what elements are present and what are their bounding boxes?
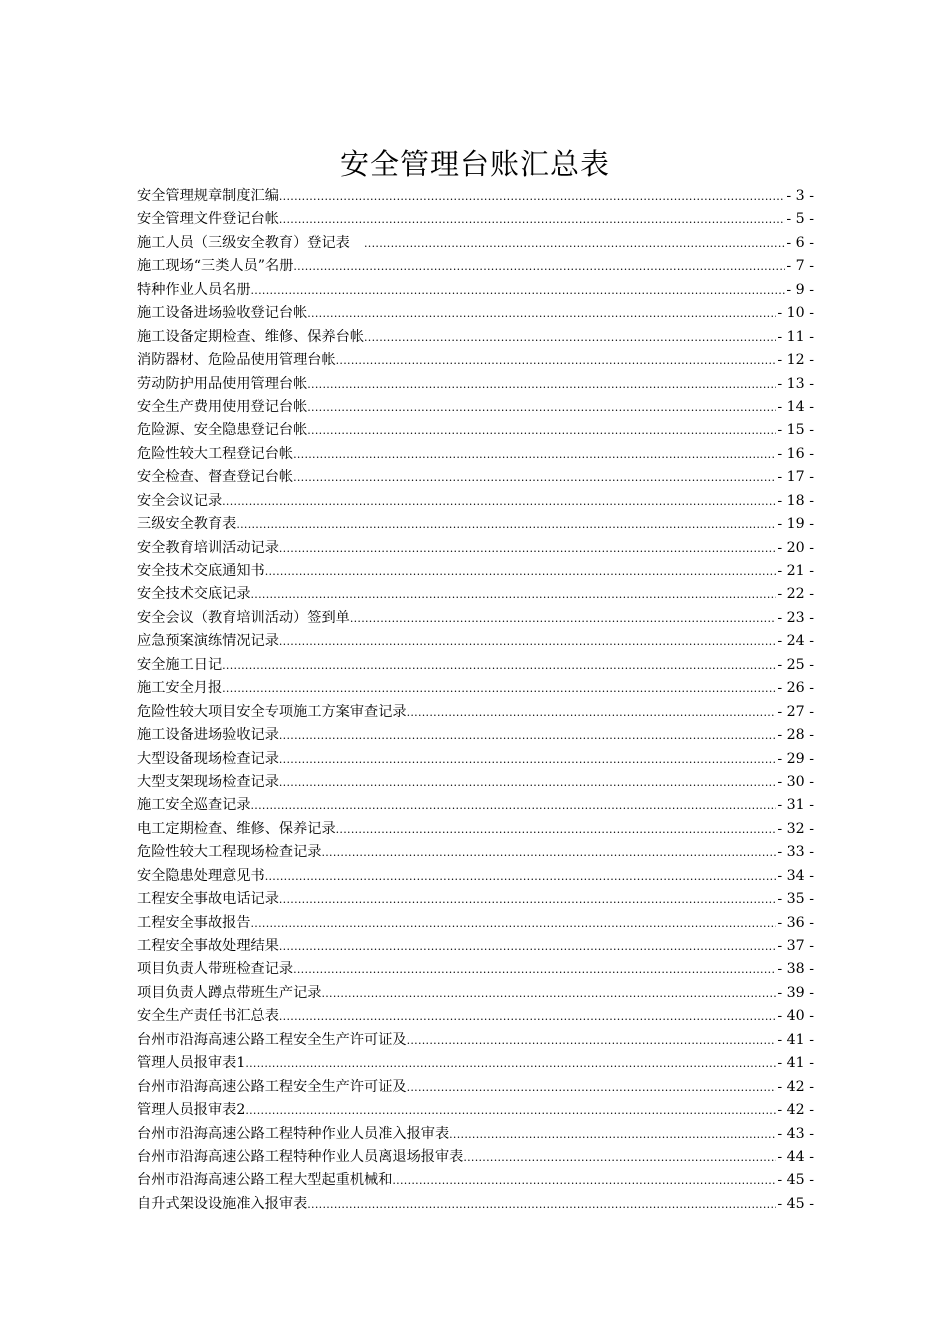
toc-dot-leader xyxy=(350,607,777,630)
toc-entry-page-number: - 7 - xyxy=(786,258,814,275)
toc-dot-leader xyxy=(407,1076,777,1099)
toc-entry-title: 危险源、安全隐患登记台帐 xyxy=(137,422,308,439)
toc-dot-leader xyxy=(236,513,776,536)
toc-dot-leader xyxy=(321,982,776,1005)
toc-dot-leader xyxy=(293,466,776,489)
toc-dot-leader xyxy=(293,443,776,466)
toc-entry-page-number: - 31 - xyxy=(777,797,814,814)
toc-entry-title: 施工设备定期检查、维修、保养台帐 xyxy=(137,328,365,345)
toc-entry-page-number: - 45 - xyxy=(777,1172,814,1189)
toc-entry-title: 施工人员（三级安全教育）登记表 xyxy=(137,234,365,251)
toc-dot-leader xyxy=(279,1005,776,1028)
toc-entry-title: 施工设备进场验收记录 xyxy=(137,727,279,744)
toc-entry-page-number: - 39 - xyxy=(777,984,814,1001)
toc-entry-title: 台州市沿海高速公路工程大型起重机械和 xyxy=(137,1172,393,1189)
toc-entry-title: 特种作业人员名册 xyxy=(137,281,251,298)
toc-entry-title: 自升式架设设施准入报审表 xyxy=(137,1195,308,1212)
toc-entry-title: 台州市沿海高速公路工程安全生产许可证及 xyxy=(137,1078,407,1095)
toc-dot-leader xyxy=(222,654,776,677)
toc-entry-page-number: - 17 - xyxy=(777,469,814,486)
toc-entry-title: 安全检查、督查登记台帐 xyxy=(137,469,294,486)
toc-entry-page-number: - 29 - xyxy=(777,750,814,767)
toc-entry[interactable] xyxy=(137,279,814,302)
toc-entry[interactable] xyxy=(137,537,814,560)
toc-dot-leader xyxy=(251,912,777,935)
toc-dot-leader xyxy=(222,490,776,513)
toc-entry[interactable] xyxy=(137,208,814,231)
toc-entry-title: 安全技术交底记录 xyxy=(137,586,251,603)
toc-entry-title: 三级安全教育表 xyxy=(137,516,237,533)
toc-entry-title: 安全教育培训活动记录 xyxy=(137,539,279,556)
toc-entry-page-number: - 42 - xyxy=(777,1078,814,1095)
toc-entry-title: 安全技术交底通知书 xyxy=(137,563,265,579)
toc-entry[interactable] xyxy=(137,560,814,583)
toc-dot-leader xyxy=(364,326,776,349)
toc-entry[interactable] xyxy=(137,490,814,513)
toc-dot-leader xyxy=(407,1029,777,1052)
toc-dot-leader xyxy=(307,396,776,419)
toc-entry[interactable] xyxy=(137,1029,814,1052)
toc-dot-leader xyxy=(392,1169,776,1192)
toc-entry-page-number: - 38 - xyxy=(777,961,814,978)
toc-entry[interactable] xyxy=(137,935,814,958)
toc-dot-leader xyxy=(265,560,777,583)
toc-entry-page-number: - 12 - xyxy=(777,352,814,369)
toc-dot-leader xyxy=(279,185,785,208)
toc-entry-page-number: - 43 - xyxy=(777,1125,814,1142)
toc-dot-leader xyxy=(279,748,776,771)
toc-entry-page-number: - 16 - xyxy=(777,445,814,462)
toc-dot-leader xyxy=(279,537,776,560)
toc-entry-page-number: - 27 - xyxy=(777,703,814,720)
toc-dot-leader xyxy=(251,279,786,302)
toc-entry[interactable] xyxy=(137,396,814,419)
toc-entry-page-number: - 41 - xyxy=(777,1055,814,1072)
toc-entry-page-number: - 21 - xyxy=(777,563,814,579)
toc-entry-page-number: - 19 - xyxy=(777,516,814,533)
toc-entry[interactable] xyxy=(137,1169,814,1192)
toc-entry[interactable] xyxy=(137,1052,814,1075)
toc-entry-title: 大型设备现场检查记录 xyxy=(137,750,279,767)
toc-entry-page-number: - 22 - xyxy=(777,586,814,603)
toc-entry-title: 危险性较大工程登记台帐 xyxy=(137,445,294,462)
toc-dot-leader xyxy=(279,208,785,231)
toc-entry-title: 安全生产责任书汇总表 xyxy=(137,1008,279,1025)
toc-entry-title: 电工定期检查、维修、保养记录 xyxy=(137,820,336,837)
toc-entry[interactable] xyxy=(137,1146,814,1169)
toc-dot-leader xyxy=(279,724,776,747)
toc-entry-title: 危险性较大工程现场检查记录 xyxy=(137,844,322,861)
toc-entry-title: 安全管理文件登记台帐 xyxy=(137,211,279,228)
toc-dot-leader xyxy=(265,865,777,888)
toc-entry-title: 安全会议记录 xyxy=(137,492,223,509)
toc-dot-leader xyxy=(307,1193,776,1216)
table-of-contents xyxy=(137,185,814,1216)
toc-dot-leader xyxy=(245,1052,776,1075)
toc-entry[interactable] xyxy=(137,912,814,935)
toc-dot-leader xyxy=(336,349,777,372)
toc-entry[interactable] xyxy=(137,326,814,349)
toc-entry-title: 大型支架现场检查记录 xyxy=(137,773,279,790)
toc-dot-leader xyxy=(321,841,776,864)
toc-entry-page-number: - 32 - xyxy=(777,820,814,837)
toc-entry-title: 安全隐患处理意见书 xyxy=(137,867,265,884)
toc-dot-leader xyxy=(279,771,776,794)
toc-entry-title: 台州市沿海高速公路工程特种作业人员离退场报审表 xyxy=(137,1148,464,1165)
toc-entry[interactable] xyxy=(137,630,814,653)
toc-entry-title: 安全生产费用使用登记台帐 xyxy=(137,398,308,415)
toc-entry-page-number: - 6 - xyxy=(786,234,814,251)
toc-entry-title: 项目负责人带班检查记录 xyxy=(137,961,294,978)
toc-entry[interactable] xyxy=(137,232,814,255)
toc-entry[interactable] xyxy=(137,349,814,372)
toc-entry[interactable] xyxy=(137,841,814,864)
toc-entry[interactable] xyxy=(137,958,814,981)
toc-entry-page-number: - 13 - xyxy=(777,375,814,392)
toc-entry-page-number: - 26 - xyxy=(777,680,814,697)
toc-entry-page-number: - 45 - xyxy=(777,1195,814,1212)
toc-entry[interactable] xyxy=(137,1076,814,1099)
toc-entry[interactable] xyxy=(137,748,814,771)
toc-entry-page-number: - 35 - xyxy=(777,891,814,908)
toc-entry-page-number: - 20 - xyxy=(777,539,814,556)
toc-entry[interactable] xyxy=(137,982,814,1005)
toc-entry-page-number: - 10 - xyxy=(777,305,814,322)
toc-entry[interactable] xyxy=(137,185,814,208)
toc-entry-page-number: - 33 - xyxy=(777,844,814,861)
toc-dot-leader xyxy=(251,794,777,817)
toc-entry[interactable] xyxy=(137,302,814,325)
toc-entry-title: 施工安全月报 xyxy=(137,680,223,697)
toc-entry-page-number: - 37 - xyxy=(777,938,814,954)
toc-entry-page-number: - 14 - xyxy=(777,398,814,415)
toc-entry-page-number: - 3 - xyxy=(786,188,814,204)
toc-entry-page-number: - 5 - xyxy=(786,211,814,228)
toc-entry-title: 安全管理规章制度汇编 xyxy=(137,188,279,204)
toc-entry-page-number: - 34 - xyxy=(777,867,814,884)
toc-entry-title: 工程安全事故报告 xyxy=(137,914,251,931)
toc-entry-page-number: - 41 - xyxy=(777,1031,814,1048)
toc-dot-leader xyxy=(279,935,776,958)
toc-entry-title: 消防器材、危险品使用管理台帐 xyxy=(137,352,336,369)
toc-entry[interactable] xyxy=(137,373,814,396)
toc-dot-leader xyxy=(307,419,776,442)
toc-entry-title: 安全施工日记 xyxy=(137,656,223,673)
toc-entry[interactable] xyxy=(137,677,814,700)
toc-entry-title: 危险性较大项目安全专项施工方案审查记录 xyxy=(137,703,407,720)
toc-entry-title: 工程安全事故处理结果 xyxy=(137,938,279,954)
toc-entry-page-number: - 25 - xyxy=(777,656,814,673)
toc-entry-title: 应急预案演练情况记录 xyxy=(137,633,279,650)
toc-entry[interactable] xyxy=(137,1005,814,1028)
toc-entry-page-number: - 36 - xyxy=(777,914,814,931)
toc-entry-title: 台州市沿海高速公路工程特种作业人员准入报审表 xyxy=(137,1125,450,1142)
toc-entry-title: 项目负责人蹲点带班生产记录 xyxy=(137,984,322,1001)
toc-entry-title: 劳动防护用品使用管理台帐 xyxy=(137,375,308,392)
toc-entry[interactable] xyxy=(137,865,814,888)
toc-entry[interactable] xyxy=(137,583,814,606)
toc-entry[interactable] xyxy=(137,888,814,911)
toc-entry[interactable] xyxy=(137,724,814,747)
toc-entry-page-number: - 44 - xyxy=(777,1148,814,1165)
toc-dot-leader xyxy=(307,302,776,325)
toc-entry-page-number: - 30 - xyxy=(777,773,814,790)
toc-dot-leader xyxy=(463,1146,776,1169)
toc-dot-leader xyxy=(222,677,776,700)
toc-entry-page-number: - 23 - xyxy=(777,609,814,626)
toc-dot-leader xyxy=(279,888,776,911)
toc-entry-title: 施工现场“三类人员”名册 xyxy=(137,258,294,275)
toc-entry[interactable] xyxy=(137,443,814,466)
toc-entry-title: 工程安全事故电话记录 xyxy=(137,891,279,908)
toc-entry[interactable] xyxy=(137,607,814,630)
toc-entry[interactable] xyxy=(137,701,814,724)
toc-dot-leader xyxy=(293,958,776,981)
toc-entry-title: 台州市沿海高速公路工程安全生产许可证及 xyxy=(137,1031,407,1048)
toc-entry-title: 管理人员报审表1 xyxy=(137,1055,246,1072)
toc-dot-leader xyxy=(307,373,776,396)
toc-dot-leader xyxy=(251,583,777,606)
toc-entry[interactable] xyxy=(137,1099,814,1122)
toc-entry[interactable] xyxy=(137,513,814,536)
toc-dot-leader xyxy=(293,255,785,278)
toc-dot-leader xyxy=(407,701,777,724)
toc-entry-title: 施工设备进场验收登记台帐 xyxy=(137,305,308,322)
toc-dot-leader xyxy=(279,630,776,653)
toc-entry-page-number: - 42 - xyxy=(777,1102,814,1119)
toc-entry[interactable] xyxy=(137,419,814,442)
toc-entry-title: 管理人员报审表2 xyxy=(137,1102,246,1119)
toc-entry[interactable] xyxy=(137,818,814,841)
toc-entry[interactable] xyxy=(137,1123,814,1146)
toc-entry[interactable] xyxy=(137,1193,814,1216)
toc-entry[interactable] xyxy=(137,771,814,794)
toc-entry-page-number: - 11 - xyxy=(777,328,814,345)
toc-entry-page-number: - 28 - xyxy=(777,727,814,744)
toc-entry[interactable] xyxy=(137,654,814,677)
toc-entry[interactable] xyxy=(137,794,814,817)
toc-dot-leader xyxy=(449,1123,776,1146)
toc-entry-page-number: - 40 - xyxy=(777,1008,814,1025)
toc-entry-page-number: - 24 - xyxy=(777,633,814,650)
toc-entry[interactable] xyxy=(137,255,814,278)
toc-entry-title: 安全会议（教育培训活动）签到单 xyxy=(137,609,350,626)
toc-dot-leader xyxy=(364,232,785,255)
document-title: 安全管理台账汇总表 xyxy=(339,147,610,181)
toc-dot-leader xyxy=(245,1099,776,1122)
toc-entry[interactable] xyxy=(137,466,814,489)
toc-dot-leader xyxy=(336,818,777,841)
toc-entry-title: 施工安全巡查记录 xyxy=(137,797,251,814)
toc-entry-page-number: - 9 - xyxy=(786,281,814,298)
toc-entry-page-number: - 15 - xyxy=(777,422,814,439)
toc-entry-page-number: - 18 - xyxy=(777,492,814,509)
